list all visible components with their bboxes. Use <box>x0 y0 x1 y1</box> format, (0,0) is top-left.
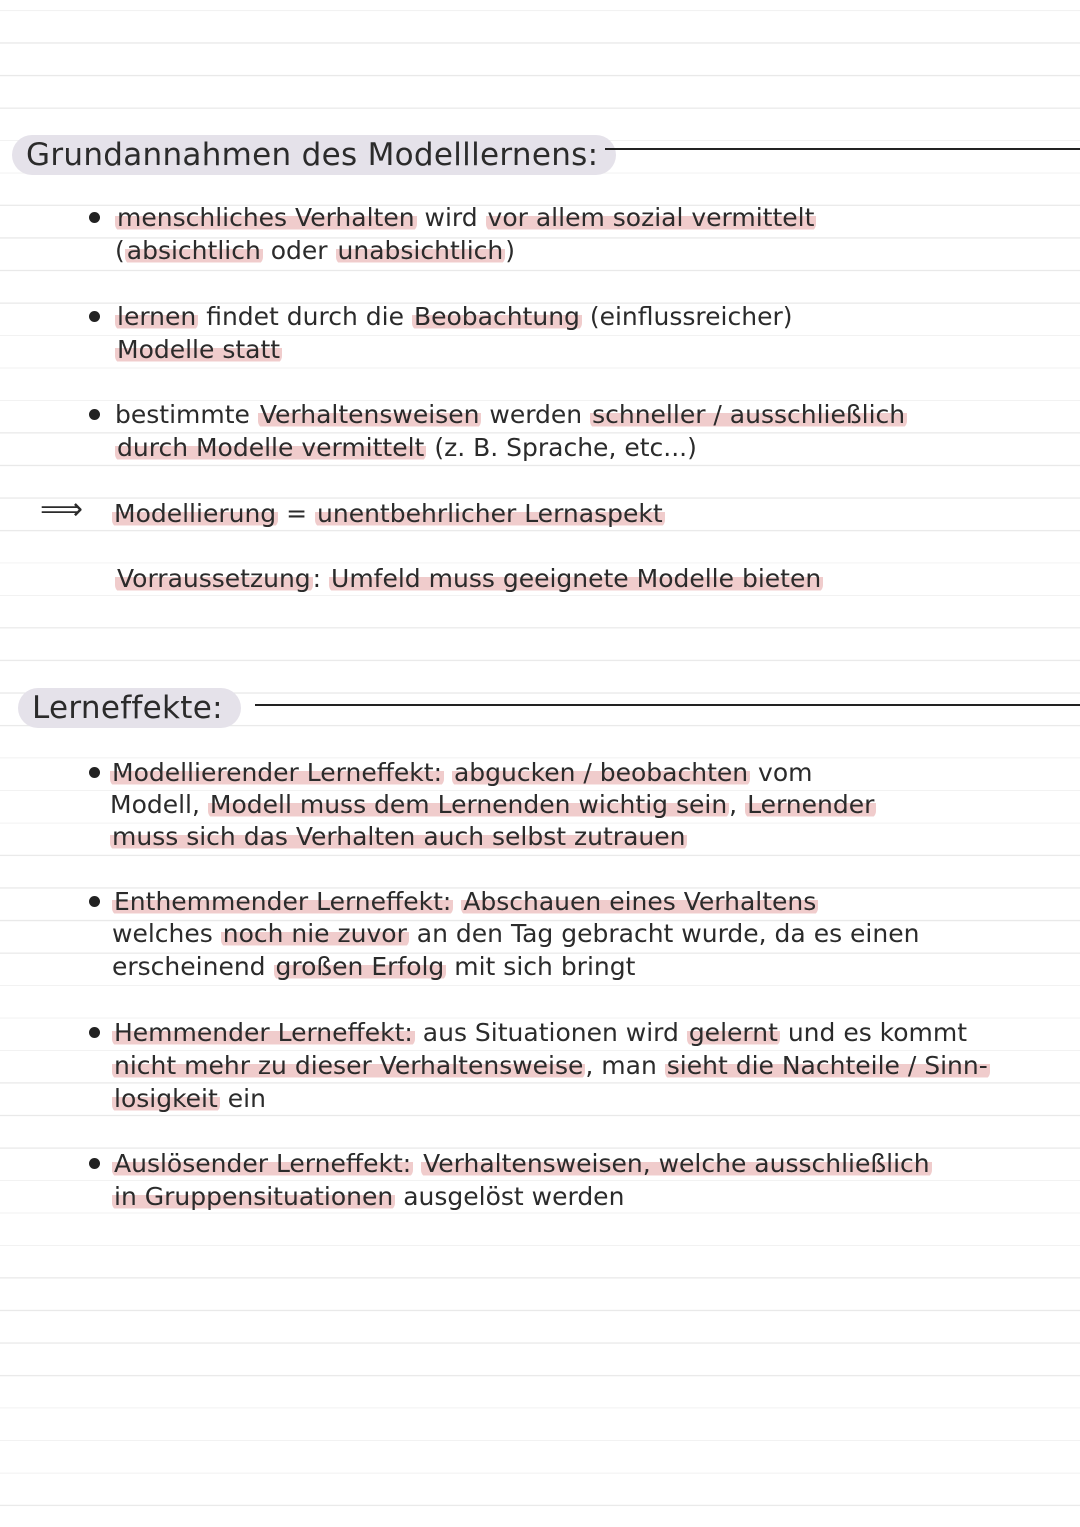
prerequisite-line <box>115 563 823 595</box>
highlight: durch Modelle vermittelt <box>117 433 425 462</box>
highlight: Verhaltensweisen <box>259 400 480 429</box>
bullet-text-line <box>115 202 816 234</box>
highlight: Hemmender Lerneffekt: <box>114 1018 413 1047</box>
text-segment: aus Situationen wird <box>414 1018 687 1047</box>
bullet-point <box>89 1027 100 1038</box>
text-segment: (einflussreicher) <box>581 302 793 331</box>
highlight: Abschauen eines Verhaltens <box>463 887 817 916</box>
highlight: schneller / ausschließlich <box>592 400 906 429</box>
highlight: lernen <box>117 302 197 331</box>
highlight: Verhaltensweisen, welche ausschließlich <box>423 1149 930 1178</box>
bullet-text-line <box>115 235 515 267</box>
heading-underline <box>605 148 1080 150</box>
highlight: Modell muss dem Lernenden wichtig sein <box>209 790 728 819</box>
highlight: Modellierender Lerneffekt: <box>112 758 443 787</box>
bullet-text-line <box>110 757 813 789</box>
bullet-text-line <box>112 1050 990 1082</box>
text-segment: Modell, <box>110 790 208 819</box>
bullet-point <box>89 409 100 420</box>
implies-arrow-icon: ⟹ <box>40 492 84 527</box>
text-segment: , man <box>585 1051 665 1080</box>
heading-underline <box>255 704 1080 706</box>
section-heading-lerneffekte: Lerneffekte: <box>18 688 241 728</box>
highlight: Beobachtung <box>413 302 580 331</box>
text-segment <box>444 758 452 787</box>
highlight: Lernender <box>747 790 875 819</box>
conclusion-line <box>112 498 665 530</box>
text-segment: , <box>729 790 746 819</box>
highlight: in Gruppensituationen <box>114 1182 394 1211</box>
text-segment <box>413 1149 421 1178</box>
highlight: vor allem sozial vermittelt <box>487 203 815 232</box>
bullet-point <box>89 767 100 778</box>
text-segment: bestimmte <box>115 400 258 429</box>
bullet-text-line <box>115 301 792 333</box>
bullet-text-line <box>112 1017 967 1049</box>
highlight: Auslösender Lerneffekt: <box>114 1149 412 1178</box>
text-segment: wird <box>416 203 486 232</box>
bullet-text-line <box>112 918 919 950</box>
bullet-point <box>89 896 100 907</box>
section-heading-grundannahmen: Grundannahmen des Modelllernens: <box>12 135 616 175</box>
highlight: losigkeit <box>114 1084 218 1113</box>
text-segment: = <box>278 499 316 528</box>
highlight: abgucken / beobachten <box>453 758 749 787</box>
text-segment: ) <box>505 236 516 265</box>
bullet-point <box>89 212 100 223</box>
bullet-point <box>89 311 100 322</box>
highlight: Vorraussetzung <box>117 564 311 593</box>
bullet-text-line <box>115 334 282 366</box>
bullet-text-line <box>112 1083 266 1115</box>
text-segment: oder <box>262 236 336 265</box>
text-segment: welches <box>112 919 221 948</box>
bullet-text-line <box>112 1148 932 1180</box>
bullet-text-line <box>115 399 907 431</box>
text-segment: ( <box>115 236 125 265</box>
text-segment: werden <box>481 400 591 429</box>
text-segment: findet durch <box>198 302 366 331</box>
text-segment: mit sich bringt <box>446 952 636 981</box>
highlight: Modellierung <box>114 499 277 528</box>
highlight: Modelle statt <box>117 335 281 364</box>
text-segment: an den Tag gebracht wurde, da es einen <box>408 919 920 948</box>
highlight: Enthemmender Lerneffekt: <box>114 887 452 916</box>
highlight: gelernt <box>688 1018 778 1047</box>
bullet-text-line <box>110 789 876 821</box>
highlight: großen Erfolg <box>275 952 445 981</box>
highlight: muss sich das Verhalten auch selbst zutrauen <box>112 822 686 851</box>
text-segment: die <box>365 302 412 331</box>
text-segment: ein <box>219 1084 266 1113</box>
text-segment: vom <box>750 758 813 787</box>
bullet-text-line <box>112 951 635 983</box>
text-segment: (z. B. Sprache, etc...) <box>426 433 697 462</box>
text-segment: : <box>312 564 330 593</box>
bullet-point <box>89 1158 100 1169</box>
text-segment: erscheinend <box>112 952 274 981</box>
bullet-text-line <box>115 432 697 464</box>
highlight: absichtlich <box>126 236 261 265</box>
bullet-text-line <box>112 886 818 918</box>
text-segment: ausgelöst werden <box>395 1182 625 1211</box>
highlight: Umfeld muss geeignete Modelle bieten <box>331 564 822 593</box>
bullet-text-line <box>110 821 687 853</box>
highlight: sieht die Nachteile / Sinn- <box>666 1051 988 1080</box>
bullet-text-line <box>112 1181 624 1213</box>
text-segment: und es kommt <box>779 1018 968 1047</box>
highlight: nicht mehr zu dieser Verhaltensweise <box>114 1051 584 1080</box>
highlight: menschliches Verhalten <box>117 203 415 232</box>
highlight: noch nie zuvor <box>222 919 407 948</box>
highlight: unabsichtlich <box>337 236 504 265</box>
highlight: unentbehrlicher Lernaspekt <box>317 499 663 528</box>
